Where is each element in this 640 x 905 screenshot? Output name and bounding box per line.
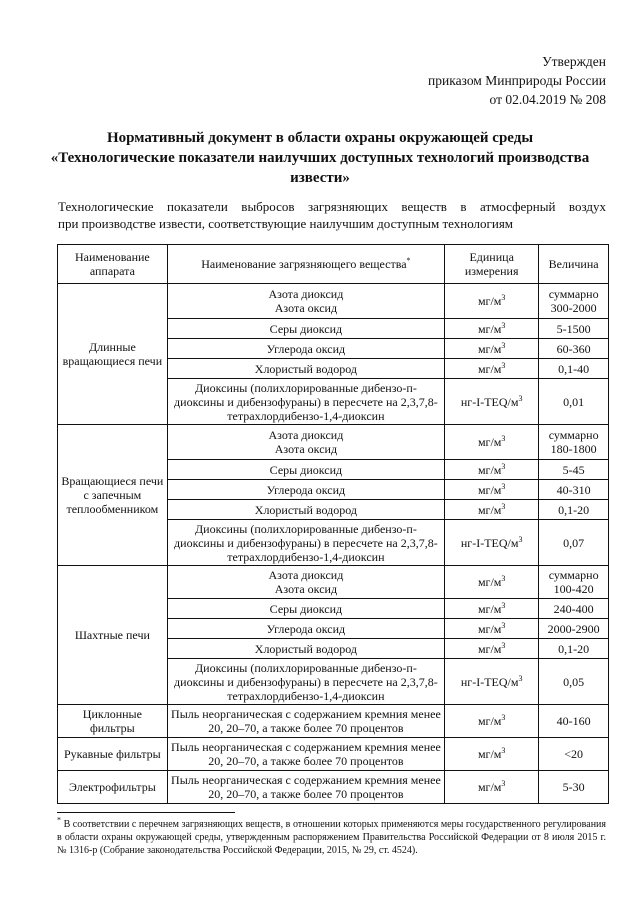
cell-unit-exponent: 3 <box>501 640 506 650</box>
cell-unit-exponent: 3 <box>501 574 506 583</box>
cell-unit-exponent: 3 <box>501 434 506 443</box>
cell-apparatus: Циклонные фильтры <box>58 705 168 738</box>
approval-line-2: приказом Минприроды России <box>428 73 606 88</box>
cell-unit-exponent: 3 <box>501 620 506 630</box>
cell-value: суммарно 300-2000 <box>539 284 609 319</box>
cell-value: суммарно 100-420 <box>539 566 609 599</box>
cell-unit <box>445 284 539 319</box>
cell-value: 0,1-20 <box>539 500 609 520</box>
cell-unit-text: нг-I-TEQ/м <box>460 674 519 689</box>
cell-substance: Диоксины (полихлорированные дибензо-п-диоксины и дибензофураны) в пересчете на 2,3,7,8-тетрахлордибензо-1,4-диоксин <box>167 520 444 566</box>
cell-substance: Углерода оксид <box>167 339 444 359</box>
cell-unit-exponent: 3 <box>501 340 506 350</box>
cell-value: 0,1-40 <box>539 359 609 379</box>
cell-unit-text: нг-I-TEQ/м <box>460 535 519 550</box>
cell-unit-text: мг/м <box>477 361 502 376</box>
cell-unit <box>445 705 539 738</box>
title-line-2: «Технологические показатели наилучших доступных технологий производства <box>50 150 590 166</box>
title-line-1: Нормативный документ в области охраны окружающей среды <box>106 130 534 146</box>
table-row <box>58 425 609 460</box>
header-substance-label: Наименование загрязняющего вещества <box>201 257 407 271</box>
cell-value: 5-45 <box>539 460 609 480</box>
cell-apparatus: Шахтные печи <box>58 566 168 705</box>
cell-unit <box>445 359 539 379</box>
cell-unit-text: мг/м <box>477 641 502 656</box>
cell-unit-text: нг-I-TEQ/м <box>460 394 519 409</box>
cell-substance: Хлористый водород <box>167 639 444 659</box>
cell-unit-exponent: 3 <box>501 320 506 330</box>
header-substance <box>167 245 444 284</box>
footnote-text: В соответствии с перечнем загрязняющих веществ, в отношении которых применяются меры государственного регулирования в области охраны окружающей среды, утвержденным распоряжением Правительства Российской Федерации от 8 июля 2015 г. № 1316-р (Собрание законодательства Российской Федерации, 2015, № 29, ст. 4524). <box>57 819 606 856</box>
cell-unit-text: мг/м <box>477 575 502 589</box>
intro-paragraph <box>58 198 606 232</box>
intro-line-2: при производстве извести, соответствующие наилучшим доступным технологиям <box>58 216 514 231</box>
cell-unit-text: мг/м <box>477 294 502 308</box>
cell-apparatus: Длинные вращающиеся печи <box>58 284 168 425</box>
cell-unit <box>445 319 539 339</box>
cell-unit <box>445 460 539 480</box>
approval-line-3: от 02.04.2019 № 208 <box>489 92 606 107</box>
cell-value: 0,1-20 <box>539 639 609 659</box>
cell-unit <box>445 771 539 804</box>
cell-substance: Серы диоксид <box>167 599 444 619</box>
footnote-marker: * <box>57 815 61 825</box>
cell-unit <box>445 619 539 639</box>
cell-value: 5-1500 <box>539 319 609 339</box>
cell-unit-text: мг/м <box>477 321 502 336</box>
cell-unit-text: мг/м <box>477 435 502 449</box>
cell-value: <20 <box>539 738 609 771</box>
cell-apparatus: Вращающиеся печи с запечным теплообменником <box>58 425 168 566</box>
cell-substance: Пыль неорганическая с содержанием кремния менее 20, 20–70, а также более 70 процентов <box>167 705 444 738</box>
title-line-3: извести» <box>290 170 350 186</box>
cell-value: 40-160 <box>539 705 609 738</box>
cell-unit-exponent: 3 <box>501 481 506 491</box>
cell-unit <box>445 339 539 359</box>
cell-substance: Диоксины (полихлорированные дибензо-п-диоксины и дибензофураны) в пересчете на 2,3,7,8-тетрахлордибензо-1,4-диоксин <box>167 379 444 425</box>
table-row <box>58 738 609 771</box>
cell-unit-exponent: 3 <box>518 673 523 683</box>
cell-value: 40-310 <box>539 480 609 500</box>
table-row <box>58 284 609 319</box>
cell-unit-exponent: 3 <box>501 713 506 722</box>
cell-unit <box>445 520 539 566</box>
cell-unit-text: мг/м <box>477 601 502 616</box>
cell-unit-text: мг/м <box>477 482 502 497</box>
cell-unit-exponent: 3 <box>501 293 506 302</box>
table-row <box>58 566 609 599</box>
cell-value: 0,01 <box>539 379 609 425</box>
approval-line-1: Утвержден <box>542 54 606 69</box>
cell-unit <box>445 480 539 500</box>
cell-substance: Хлористый водород <box>167 359 444 379</box>
cell-apparatus: Электрофильтры <box>58 771 168 804</box>
cell-substance: Пыль неорганическая с содержанием кремния менее 20, 20–70, а также более 70 процентов <box>167 771 444 804</box>
cell-unit-text: мг/м <box>477 502 502 517</box>
cell-unit-text: мг/м <box>477 714 502 728</box>
cell-substance: Хлористый водород <box>167 500 444 520</box>
cell-substance: Серы диоксид <box>167 460 444 480</box>
cell-substance: Пыль неорганическая с содержанием кремния менее 20, 20–70, а также более 70 процентов <box>167 738 444 771</box>
cell-substance: Азота диоксид Азота оксид <box>167 284 444 319</box>
cell-value: 5-30 <box>539 771 609 804</box>
cell-value: 0,07 <box>539 520 609 566</box>
cell-substance: Диоксины (полихлорированные дибензо-п-диоксины и дибензофураны) в пересчете на 2,3,7,8-тетрахлордибензо-1,4-диоксин <box>167 659 444 705</box>
cell-unit-exponent: 3 <box>518 534 523 544</box>
cell-unit-exponent: 3 <box>501 779 506 788</box>
cell-unit-text: мг/м <box>477 780 502 794</box>
footnote <box>57 815 606 857</box>
cell-apparatus: Рукавные фильтры <box>58 738 168 771</box>
cell-substance: Азота диоксид Азота оксид <box>167 425 444 460</box>
footnote-divider <box>57 812 235 813</box>
cell-unit-exponent: 3 <box>501 501 506 511</box>
cell-value: 0,05 <box>539 659 609 705</box>
intro-line-1: Технологические показатели выбросов загрязняющих веществ в атмосферный воздух <box>58 199 606 214</box>
cell-value: 2000-2900 <box>539 619 609 639</box>
cell-unit <box>445 500 539 520</box>
cell-value: 60-360 <box>539 339 609 359</box>
cell-substance: Углерода оксид <box>167 619 444 639</box>
cell-unit-text: мг/м <box>477 747 502 761</box>
cell-value: 240-400 <box>539 599 609 619</box>
indicators-table <box>57 244 609 804</box>
cell-unit-text: мг/м <box>477 462 502 477</box>
document-title <box>40 128 600 188</box>
header-value: Величина <box>539 245 609 284</box>
cell-unit <box>445 659 539 705</box>
cell-unit-exponent: 3 <box>501 360 506 370</box>
cell-substance: Азота диоксид Азота оксид <box>167 566 444 599</box>
cell-unit <box>445 425 539 460</box>
cell-substance: Углерода оксид <box>167 480 444 500</box>
cell-unit <box>445 738 539 771</box>
cell-unit-exponent: 3 <box>501 746 506 755</box>
cell-unit <box>445 639 539 659</box>
approval-block <box>428 52 606 109</box>
cell-unit-exponent: 3 <box>518 393 523 403</box>
footnote-mark: * <box>406 256 411 265</box>
cell-unit-exponent: 3 <box>501 461 506 471</box>
cell-unit <box>445 599 539 619</box>
cell-substance: Серы диоксид <box>167 319 444 339</box>
table-row <box>58 771 609 804</box>
header-apparatus: Наименование аппарата <box>58 245 168 284</box>
cell-unit <box>445 566 539 599</box>
cell-unit-text: мг/м <box>477 621 502 636</box>
header-unit: Единица измерения <box>445 245 539 284</box>
table-row <box>58 705 609 738</box>
table-header-row <box>58 245 609 284</box>
cell-unit <box>445 379 539 425</box>
cell-unit-exponent: 3 <box>501 600 506 610</box>
cell-value: суммарно 180-1800 <box>539 425 609 460</box>
cell-unit-text: мг/м <box>477 341 502 356</box>
